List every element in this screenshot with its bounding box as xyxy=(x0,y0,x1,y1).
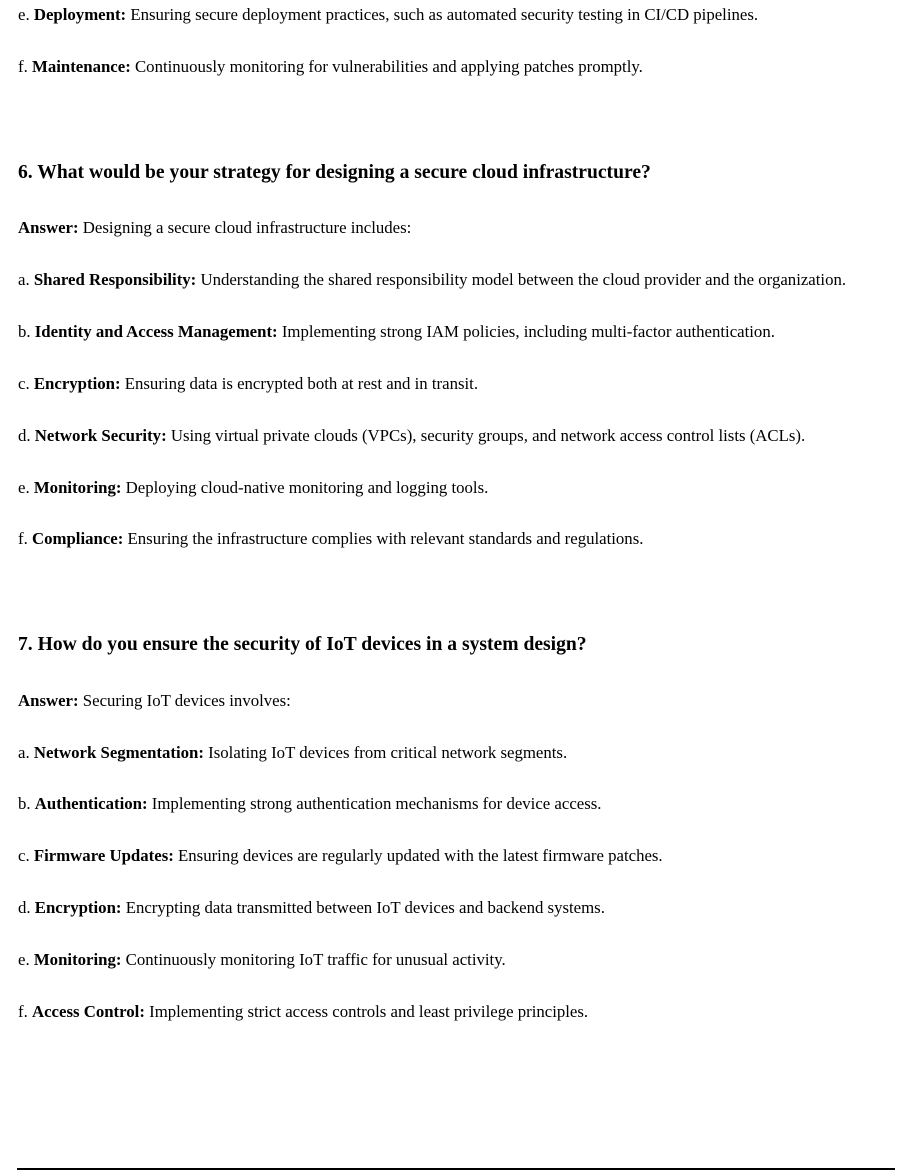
question-heading: 7. How do you ensure the security of IoT devices in a system design? xyxy=(18,634,587,656)
document-page xyxy=(0,2,912,1026)
item-prefix: e. xyxy=(18,950,34,970)
list-item xyxy=(18,267,894,294)
item-term: Monitoring: xyxy=(33,950,122,970)
item-prefix: c. xyxy=(18,373,34,393)
item-term: Identity and Access Management: xyxy=(34,321,278,341)
list-item xyxy=(18,475,894,502)
list-item xyxy=(18,947,894,974)
item-text: Designing a secure cloud infrastructure includes: xyxy=(78,218,412,238)
item-prefix: f. xyxy=(18,1001,32,1021)
item-prefix: a. xyxy=(18,270,34,290)
item-term: Shared Responsibility: xyxy=(33,270,197,290)
list-item xyxy=(18,895,894,922)
item-prefix: e. xyxy=(18,477,34,497)
item-term: Compliance: xyxy=(31,529,124,549)
list-item xyxy=(18,740,894,767)
item-text: Using virtual private clouds (VPCs), security groups, and network access control lists (ACLs). xyxy=(166,425,806,445)
item-text: Understanding the shared responsibility model between the cloud provider and the organization. xyxy=(196,270,847,290)
item-term: Monitoring: xyxy=(33,477,122,497)
item-term: Answer: xyxy=(18,218,79,238)
item-term: Access Control: xyxy=(31,1001,145,1021)
item-text: Continuously monitoring for vulnerabilities and applying patches promptly. xyxy=(130,56,643,76)
item-text: Encrypting data transmitted between IoT devices and backend systems. xyxy=(121,898,605,918)
item-text: Ensuring devices are regularly updated with the latest firmware patches. xyxy=(173,846,663,866)
item-text: Ensuring secure deployment practices, such as automated security testing in CI/CD pipelines. xyxy=(126,5,759,24)
item-prefix: c. xyxy=(18,846,34,866)
item-term: Network Segmentation: xyxy=(33,742,204,762)
item-text: Securing IoT devices involves: xyxy=(78,690,291,710)
list-item xyxy=(18,999,894,1026)
item-text: Deploying cloud-native monitoring and logging tools. xyxy=(121,477,489,497)
item-prefix: f. xyxy=(18,529,32,549)
item-term: Deployment: xyxy=(33,5,127,24)
item-term: Encryption: xyxy=(34,898,122,918)
item-text: Implementing strong authentication mechanisms for device access. xyxy=(147,794,602,814)
item-prefix: d. xyxy=(18,898,35,918)
item-term: Answer: xyxy=(18,690,79,710)
question-heading: 6. What would be your strategy for designing a secure cloud infrastructure? xyxy=(18,161,651,183)
list-item xyxy=(18,2,894,29)
list-item xyxy=(18,843,894,870)
item-text: Isolating IoT devices from critical network segments. xyxy=(203,742,568,762)
item-text: Ensuring the infrastructure complies with relevant standards and regulations. xyxy=(123,529,644,549)
item-prefix: e. xyxy=(18,5,34,24)
answer-lead xyxy=(18,688,894,715)
item-text: Implementing strict access controls and least privilege principles. xyxy=(144,1001,589,1021)
item-term: Maintenance: xyxy=(31,56,131,76)
item-text: Continuously monitoring IoT traffic for unusual activity. xyxy=(121,950,506,970)
item-prefix: f. xyxy=(18,56,32,76)
list-item xyxy=(18,54,894,81)
page-bottom-rule xyxy=(17,1168,895,1170)
item-prefix: b. xyxy=(18,794,35,814)
list-item xyxy=(18,371,894,398)
item-prefix: d. xyxy=(18,425,35,445)
item-term: Firmware Updates: xyxy=(33,846,174,866)
answer-lead xyxy=(18,215,894,242)
list-item xyxy=(18,319,894,346)
item-term: Network Security: xyxy=(34,425,167,445)
list-item xyxy=(18,791,894,818)
item-text: Implementing strong IAM policies, including multi-factor authentication. xyxy=(277,321,775,341)
item-prefix: b. xyxy=(18,321,35,341)
list-item xyxy=(18,423,894,450)
list-item xyxy=(18,526,894,553)
item-term: Encryption: xyxy=(33,373,121,393)
item-text: Ensuring data is encrypted both at rest and in transit. xyxy=(120,373,479,393)
item-prefix: a. xyxy=(18,742,34,762)
item-term: Authentication: xyxy=(34,794,148,814)
